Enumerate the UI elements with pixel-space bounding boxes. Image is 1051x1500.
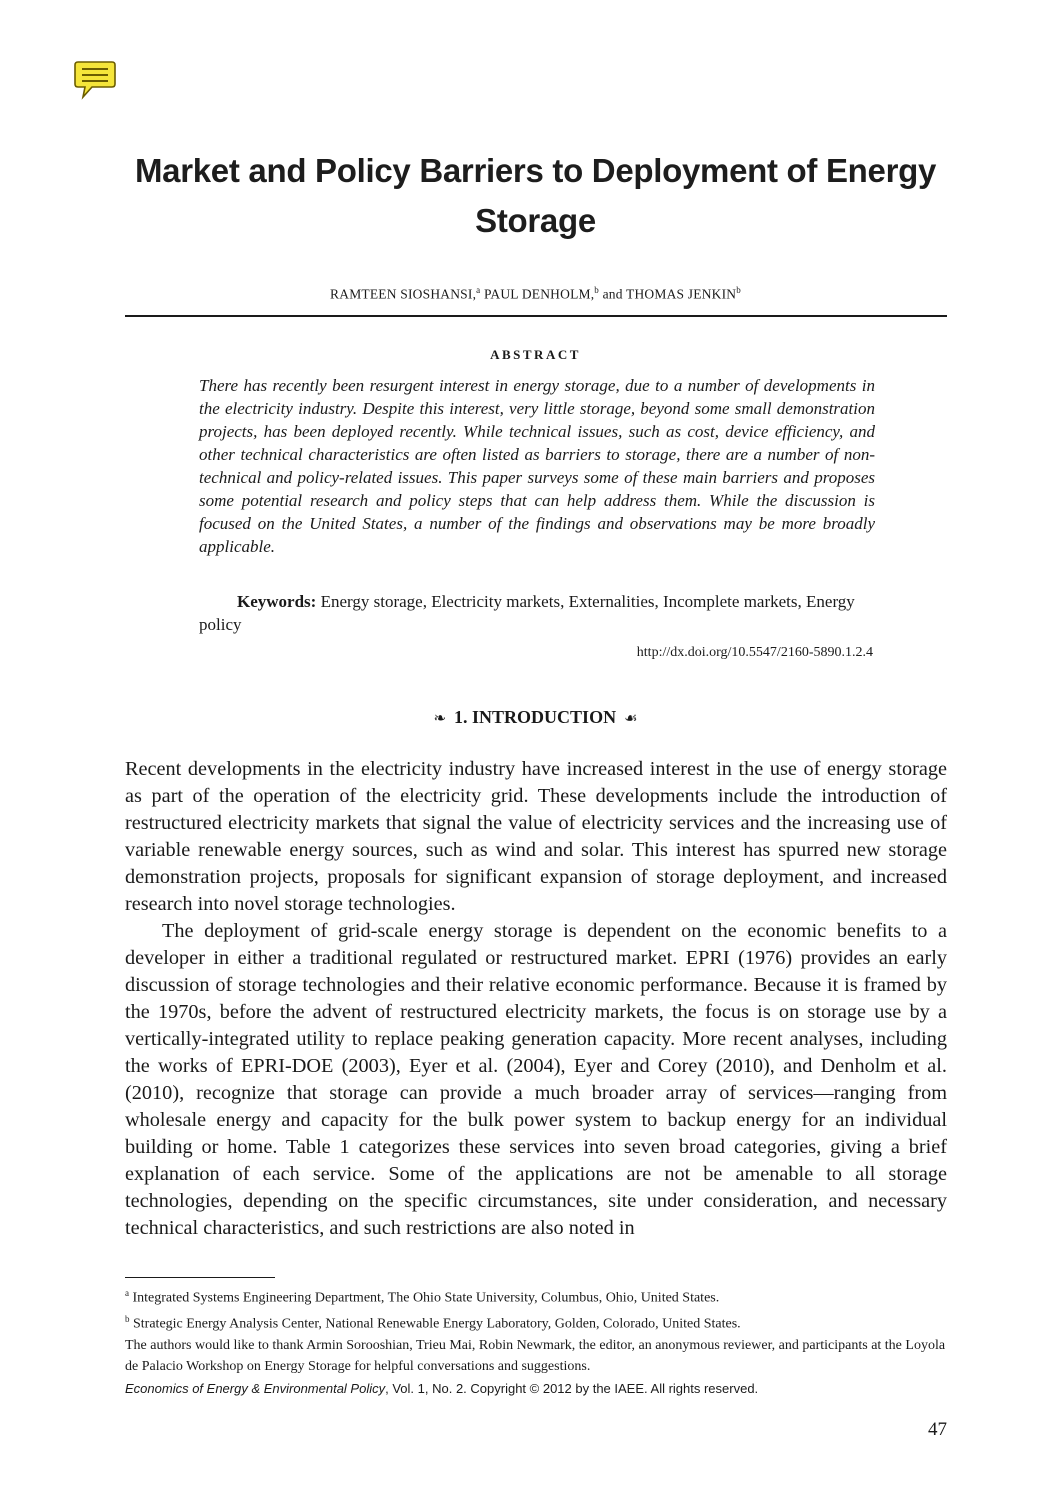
author-conjunction: and <box>602 286 623 302</box>
footnote-mark: b <box>125 1313 130 1324</box>
author-name: RAMTEEN SIOSHANSI, <box>330 286 477 302</box>
paper-title: Market and Policy Barriers to Deployment of Energy Storage <box>134 152 937 239</box>
section-title: 1. INTRODUCTION <box>454 707 617 727</box>
abstract-heading: ABSTRACT <box>490 347 581 362</box>
footnote-text: Strategic Energy Analysis Center, National Renewable Energy Laboratory, Golden, Colorado, United States. <box>133 1316 741 1332</box>
title-divider <box>125 315 947 317</box>
doi-link[interactable]: http://dx.doi.org/10.5547/2160-5890.1.2.4 <box>636 645 873 660</box>
footnote <box>125 1283 947 1309</box>
author-line <box>120 285 951 303</box>
keywords-list: Energy storage, Electricity markets, Externalities, Incomplete markets, Energy policy <box>199 592 855 634</box>
ornament-right-icon: ☙ <box>624 711 638 727</box>
footnote-mark: a <box>125 1288 129 1298</box>
footnote <box>125 1309 947 1335</box>
footnote-divider <box>125 1277 275 1278</box>
abstract-text: There has recently been resurgent interest in energy storage, due to a number of developments in the electricity industry. Despite this interest, very little storage, beyond some small demonstration projects, has been deployed recently. While technical issues, such as cost, device efficiency, and other technical characteristics are often listed as barriers to storage, there are a number of non-technical and policy-related issues. This paper surveys some of these main barriers and proposes some potential research and policy steps that can help address them. While the discussion is focused on the United States, a number of the findings and observations may be more broadly applicable. <box>199 376 875 556</box>
comment-note-icon[interactable] <box>74 60 116 100</box>
journal-citation <box>125 1381 947 1396</box>
author-affiliation-mark: a <box>476 285 481 295</box>
section-heading <box>120 707 951 728</box>
author-name: THOMAS JENKIN <box>626 286 737 302</box>
author-affiliation-mark: b <box>736 285 741 295</box>
footnote-text: Integrated Systems Engineering Department, The Ohio State University, Columbus, Ohio, United States. <box>132 1290 720 1306</box>
page-number: 47 <box>928 1419 947 1440</box>
ornament-left-icon: ❧ <box>433 711 447 727</box>
journal-name: Economics of Energy & Environmental Policy <box>125 1381 386 1396</box>
body-paragraph: Recent developments in the electricity industry have increased interest in the use of energy storage as part of the operation of the electricity grid. These developments include the introduction of restructured electricity markets that signal the value of electricity services and the increasing use of variable renewable energy sources, such as wind and solar. This interest has spurred new storage demonstration projects, proposals for significant expansion of storage deployment, and increased research into novel storage technologies. <box>125 758 947 915</box>
journal-details: , Vol. 1, No. 2. Copyright © 2012 by the IAEE. All rights reserved. <box>385 1381 759 1396</box>
footnotes <box>125 1283 947 1334</box>
acknowledgement: The authors would like to thank Armin Sorooshian, Trieu Mai, Robin Newmark, the editor, an anonymous reviewer, and participants at the Loyola de Palacio Workshop on Energy Storage for helpful conversations and suggestions. <box>125 1338 946 1374</box>
keywords <box>199 590 875 636</box>
author-name: PAUL DENHOLM, <box>483 286 595 302</box>
body-paragraph: The deployment of grid-scale energy storage is dependent on the economic benefits to a developer in either a traditional regulated or restructured market. EPRI (1976) provides an early discussion of storage technologies and their relative economic performance. Because it is framed by the 1970s, before the advent of restructured electricity markets, the focus is on storage use by a vertically-integrated utility to replace peaking generation capacity. More recent analyses, including the works of EPRI-DOE (2003), Eyer et al. (2004), Eyer and Corey (2010), and Denholm et al. (2010), recognize that storage can provide a much broader array of services—ranging from wholesale energy and capacity for the bulk power system to backup energy for an individual building or home. Table 1 categorizes these services into seven broad categories, giving a brief explanation of each service. Some of the applications are not be amenable to all storage technologies, depending on the specific circumstances, site under consideration, and necessary technical characteristics, and such restrictions are also noted in <box>125 920 947 1239</box>
keywords-label: Keywords: <box>237 592 317 611</box>
author-affiliation-mark: b <box>594 285 599 295</box>
body-text <box>125 756 947 1242</box>
